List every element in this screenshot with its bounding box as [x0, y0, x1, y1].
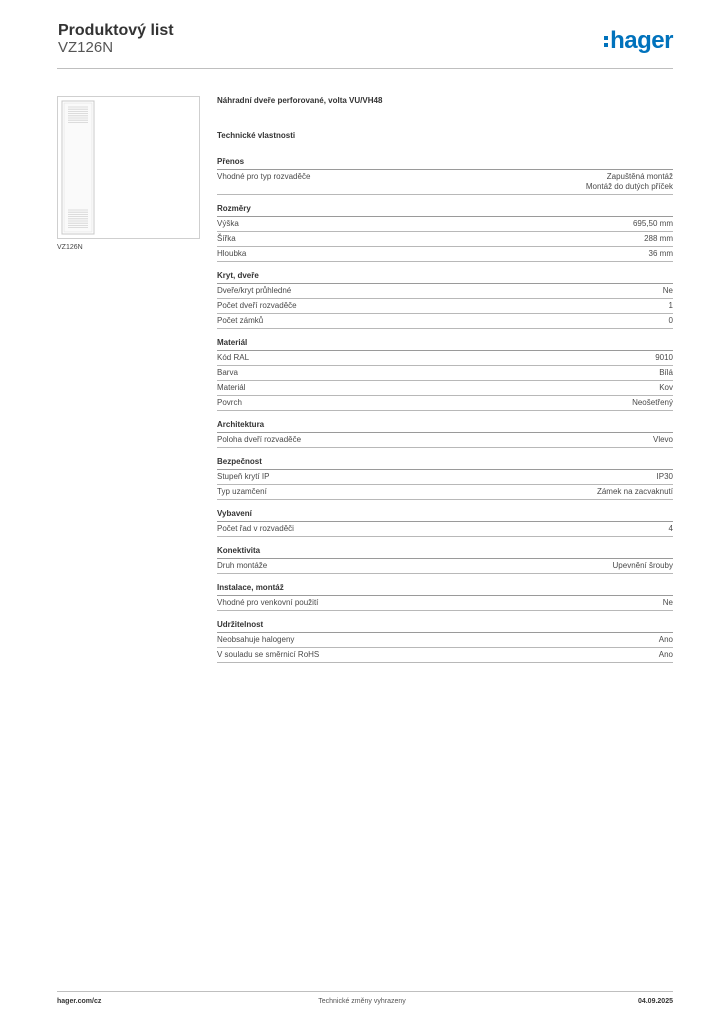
spec-sections	[217, 157, 673, 663]
spec-row	[217, 559, 673, 574]
spec-section	[217, 457, 673, 500]
spec-label: Vhodné pro venkovní použití	[217, 598, 319, 607]
image-caption: VZ126N	[57, 244, 83, 251]
section-title: Přenos	[217, 157, 673, 170]
spec-value: Kov	[659, 383, 673, 392]
section-title: Vybavení	[217, 509, 673, 522]
spec-section	[217, 157, 673, 195]
header-divider	[57, 68, 673, 69]
spec-label: Materiál	[217, 383, 246, 392]
spec-section	[217, 271, 673, 329]
spec-value: Zapuštěná montáž Montáž do dutých příček	[585, 172, 673, 191]
spec-value: 1	[668, 301, 673, 310]
spec-section	[217, 204, 673, 262]
spec-row	[217, 351, 673, 366]
spec-value: Ano	[658, 635, 673, 644]
spec-row	[217, 633, 673, 648]
spec-section	[217, 509, 673, 537]
spec-value: 0	[668, 316, 673, 325]
spec-label: Kód RAL	[217, 353, 250, 362]
spec-value: 36 mm	[648, 249, 673, 258]
spec-section	[217, 546, 673, 574]
spec-value: 288 mm	[644, 234, 673, 243]
spec-value: Vlevo	[652, 435, 673, 444]
spec-row	[217, 247, 673, 262]
spec-label: Výška	[217, 219, 239, 228]
spec-row	[217, 648, 673, 663]
section-title: Bezpečnost	[217, 457, 673, 470]
section-title: Materiál	[217, 338, 673, 351]
spec-row	[217, 299, 673, 314]
spec-label: Barva	[217, 368, 238, 377]
section-title: Instalace, montáž	[217, 583, 673, 596]
page-title: Produktový list	[58, 22, 174, 39]
tech-heading: Technické vlastnosti	[217, 131, 296, 140]
spec-content	[217, 96, 673, 672]
spec-label: Povrch	[217, 398, 242, 407]
spec-value: 9010	[655, 353, 673, 362]
footer-notice: Technické změny vyhrazeny	[318, 998, 406, 1005]
spec-value: Ano	[658, 650, 673, 659]
section-title: Architektura	[217, 420, 673, 433]
spec-value: 4	[668, 524, 673, 533]
spec-value: Zámek na zacvaknutí	[596, 487, 673, 496]
spec-row	[217, 366, 673, 381]
spec-value: Neošetřený	[632, 398, 673, 407]
spec-row	[217, 522, 673, 537]
section-title: Konektivita	[217, 546, 673, 559]
spec-label: Počet řad v rozvaděči	[217, 524, 294, 533]
spec-section	[217, 620, 673, 663]
spec-section	[217, 338, 673, 411]
door-panel-image	[58, 97, 199, 238]
spec-section	[217, 420, 673, 448]
spec-row	[217, 284, 673, 299]
spec-row	[217, 596, 673, 611]
spec-row	[217, 396, 673, 411]
spec-row	[217, 170, 673, 195]
footer-date: 04.09.2025	[637, 998, 673, 1005]
spec-section	[217, 583, 673, 611]
product-image	[57, 96, 200, 239]
spec-row	[217, 217, 673, 232]
spec-value: Ne	[662, 598, 673, 607]
spec-value: Upevnění šrouby	[612, 561, 673, 570]
section-title: Udržitelnost	[217, 620, 673, 633]
spec-label: V souladu se směrnicí RoHS	[217, 650, 320, 659]
spec-value: Ne	[662, 286, 673, 295]
spec-label: Typ uzamčení	[217, 487, 267, 496]
spec-label: Druh montáže	[217, 561, 268, 570]
spec-row	[217, 470, 673, 485]
section-title: Rozměry	[217, 204, 673, 217]
product-name: Náhradní dveře perforované, volta VU/VH48	[217, 96, 383, 105]
spec-value: IP30	[656, 472, 673, 481]
hager-logo	[604, 26, 673, 56]
spec-row	[217, 232, 673, 247]
spec-label: Hloubka	[217, 249, 247, 258]
footer-website[interactable]: hager.com/cz	[57, 998, 102, 1005]
logo-dots-icon	[604, 36, 608, 47]
spec-label: Dveře/kryt průhledné	[217, 286, 292, 295]
spec-label: Šířka	[217, 234, 236, 243]
spec-value: 695,50 mm	[632, 219, 673, 228]
section-title: Kryt, dveře	[217, 271, 673, 284]
spec-label: Vhodné pro typ rozvaděče	[217, 172, 311, 181]
spec-label: Počet zámků	[217, 316, 264, 325]
spec-row	[217, 314, 673, 329]
logo-text: hager	[610, 27, 673, 54]
spec-row	[217, 433, 673, 448]
spec-label: Neobsahuje halogeny	[217, 635, 295, 644]
spec-label: Poloha dveří rozvaděče	[217, 435, 302, 444]
footer-divider	[57, 991, 673, 992]
spec-label: Stupeň krytí IP	[217, 472, 270, 481]
spec-row	[217, 485, 673, 500]
product-code: VZ126N	[58, 39, 114, 56]
spec-value: Bílá	[659, 368, 673, 377]
spec-label: Počet dveří rozvaděče	[217, 301, 297, 310]
spec-row	[217, 381, 673, 396]
